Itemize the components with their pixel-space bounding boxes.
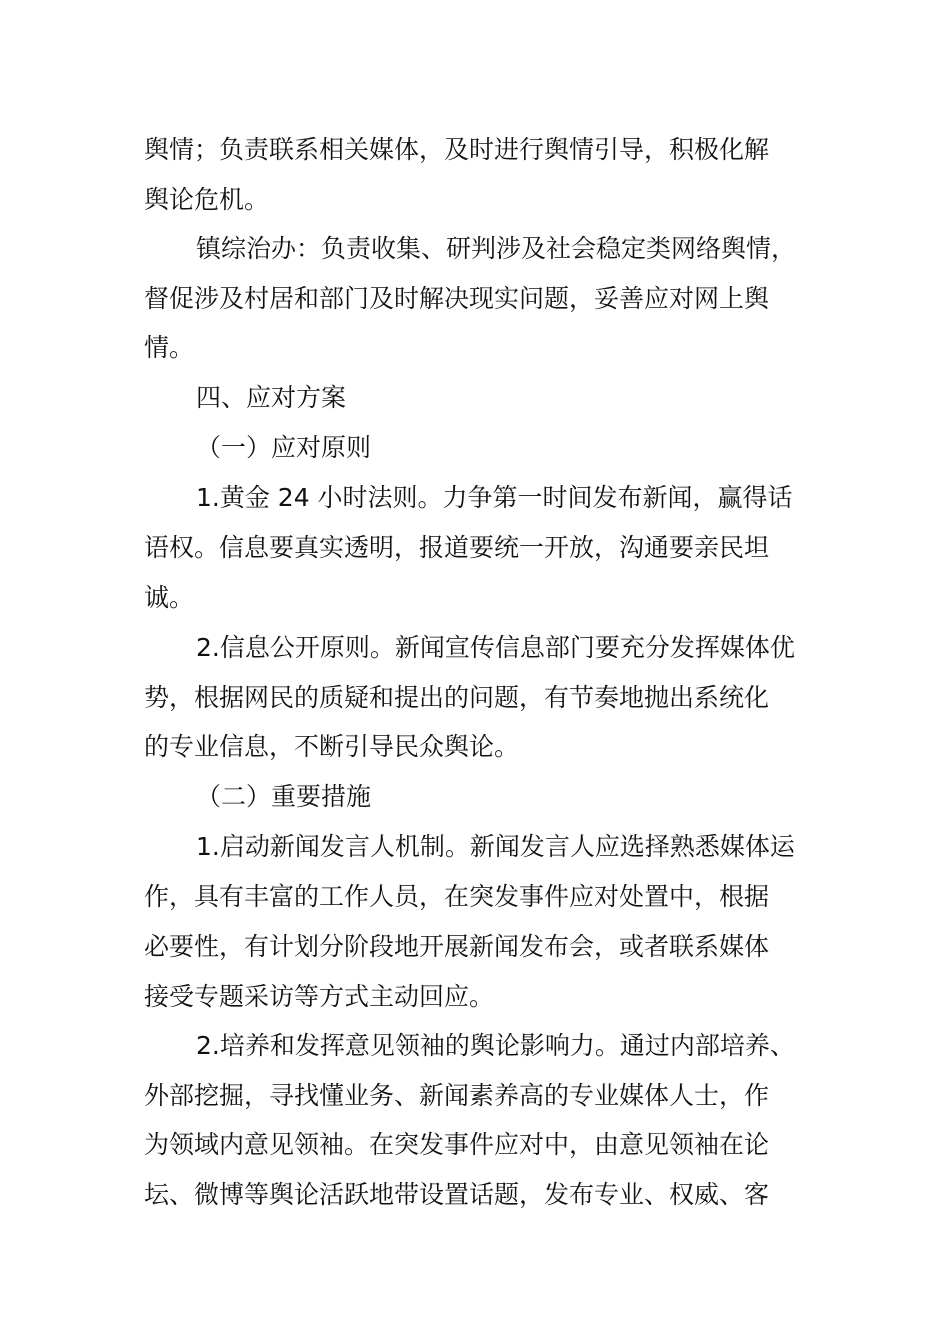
text-line: 2.培养和发挥意见领袖的舆论影响力。通过内部培养、 bbox=[196, 1031, 795, 1060]
text-line: 诚。 bbox=[144, 583, 195, 612]
text-line: 坛、微博等舆论活跃地带设置话题，发布专业、权威、客 bbox=[144, 1180, 770, 1209]
text-line: 的专业信息，不断引导民众舆论。 bbox=[144, 732, 520, 761]
text-line: 外部挖掘，寻找懂业务、新闻素养高的专业媒体人士，作 bbox=[144, 1081, 770, 1110]
text-line: 督促涉及村居和部门及时解决现实问题，妥善应对网上舆 bbox=[144, 284, 770, 313]
text-line: 舆情；负责联系相关媒体，及时进行舆情引导，积极化解 bbox=[144, 135, 770, 164]
text-line: 必要性，有计划分阶段地开展新闻发布会，或者联系媒体 bbox=[144, 932, 770, 961]
text-line: 2.信息公开原则。新闻宣传信息部门要充分发挥媒体优 bbox=[196, 633, 795, 662]
text-line: 作，具有丰富的工作人员，在突发事件应对处置中，根据 bbox=[144, 882, 770, 911]
text-line: 舆论危机。 bbox=[144, 185, 270, 214]
text-line: 语权。信息要真实透明，报道要统一开放，沟通要亲民坦 bbox=[144, 533, 770, 562]
subsection-heading: （二）重要措施 bbox=[196, 782, 372, 811]
text-line: 势，根据网民的质疑和提出的问题，有节奏地抛出系统化 bbox=[144, 683, 770, 712]
text-line: 为领域内意见领袖。在突发事件应对中，由意见领袖在论 bbox=[144, 1130, 770, 1159]
text-line: 镇综治办：负责收集、研判涉及社会稳定类网络舆情， bbox=[196, 234, 797, 263]
text-line: 1.黄金 24 小时法则。力争第一时间发布新闻，赢得话 bbox=[196, 483, 793, 512]
section-heading: 四、应对方案 bbox=[196, 383, 347, 412]
text-line: 接受专题采访等方式主动回应。 bbox=[144, 982, 495, 1011]
text-line: 情。 bbox=[144, 333, 195, 362]
subsection-heading: （一）应对原则 bbox=[196, 433, 372, 462]
text-line: 1.启动新闻发言人机制。新闻发言人应选择熟悉媒体运 bbox=[196, 832, 795, 861]
